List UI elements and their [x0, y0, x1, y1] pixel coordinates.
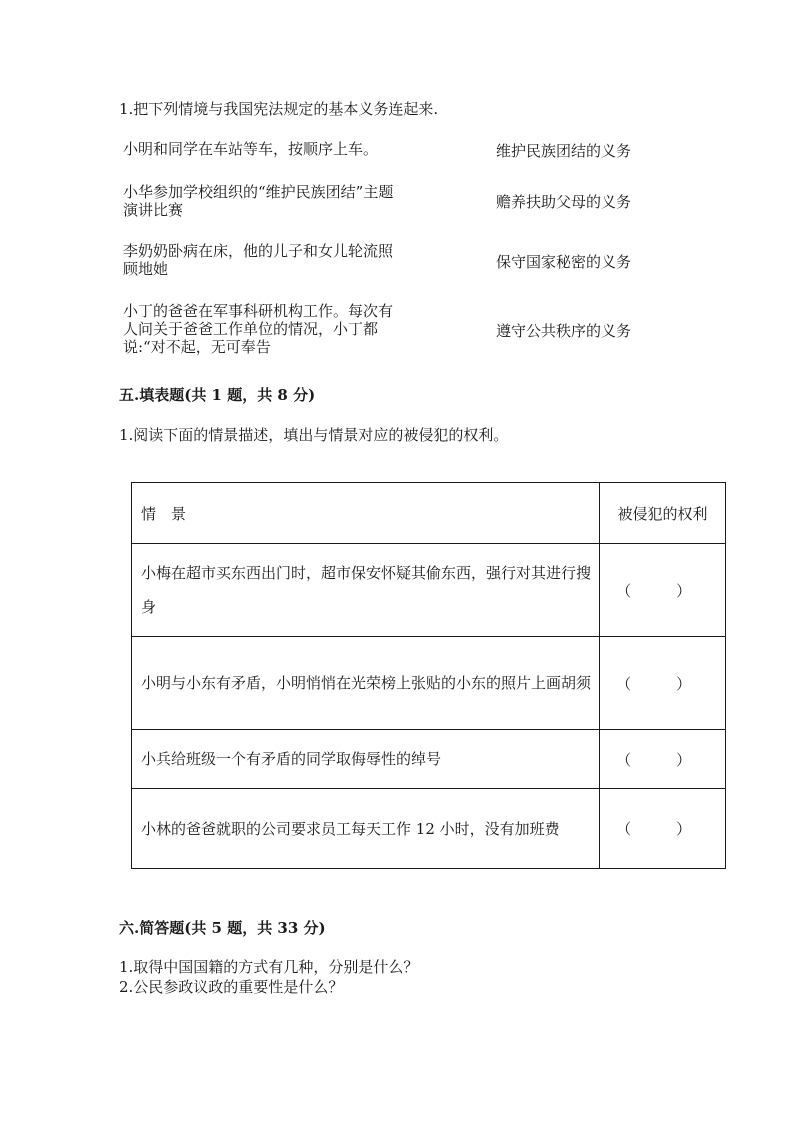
- table-header-row: [132, 483, 726, 544]
- answer-blank[interactable]: （ ）: [600, 730, 726, 789]
- table-row: [132, 544, 726, 637]
- header-right: 被侵犯的权利: [600, 483, 726, 544]
- match-left-item-1: 小明和同学在车站等车，按顺序上车。: [123, 140, 379, 158]
- scene-cell: 小明与小东有矛盾，小明悄悄在光荣榜上张贴的小东的照片上画胡须: [132, 637, 600, 730]
- match-right-item-1: 维护民族团结的义务: [496, 142, 632, 160]
- table-row: [132, 730, 726, 789]
- match-left-item-2: 小华参加学校组织的“维护民族团结”主题演讲比赛: [123, 183, 394, 219]
- scene-cell: 小梅在超市买东西出门时，超市保安怀疑其偷东西，强行对其进行搜身: [132, 544, 600, 637]
- section5-question: 1.阅读下面的情景描述，填出与情景对应的被侵犯的权利。: [119, 426, 509, 444]
- section6-question-2: 2.公民参政议政的重要性是什么？: [119, 978, 344, 996]
- section6-title: 六.简答题(共 5 题，共 33 分): [119, 919, 326, 937]
- table-row: [132, 789, 726, 869]
- section6-question-1: 1.取得中国国籍的方式有几种，分别是什么？: [119, 958, 419, 976]
- scene-cell: 小林的爸爸就职的公司要求员工每天工作 12 小时，没有加班费: [132, 789, 600, 869]
- table-row: [132, 637, 726, 730]
- answer-blank[interactable]: （ ）: [600, 544, 726, 637]
- match-right-item-3: 保守国家秘密的义务: [496, 253, 632, 271]
- matching-question: 1.把下列情境与我国宪法规定的基本义务连起来.: [119, 100, 439, 118]
- rights-table: [131, 482, 726, 869]
- header-scene: 情 景: [132, 483, 600, 544]
- match-right-item-2: 赡养扶助父母的义务: [496, 193, 632, 211]
- answer-blank[interactable]: （ ）: [600, 789, 726, 869]
- match-right-item-4: 遵守公共秩序的义务: [496, 322, 632, 340]
- answer-blank[interactable]: （ ）: [600, 637, 726, 730]
- match-left-item-3: 李奶奶卧病在床，他的儿子和女儿轮流照顾地她: [123, 242, 394, 278]
- scene-cell: 小兵给班级一个有矛盾的同学取侮辱性的绰号: [132, 730, 600, 789]
- match-left-item-4: 小丁的爸爸在军事科研机构工作。每次有人问关于爸爸工作单位的情况，小丁都说:“对不起，无可奉告: [123, 302, 394, 356]
- section5-title: 五.填表题(共 1 题，共 8 分): [119, 386, 316, 404]
